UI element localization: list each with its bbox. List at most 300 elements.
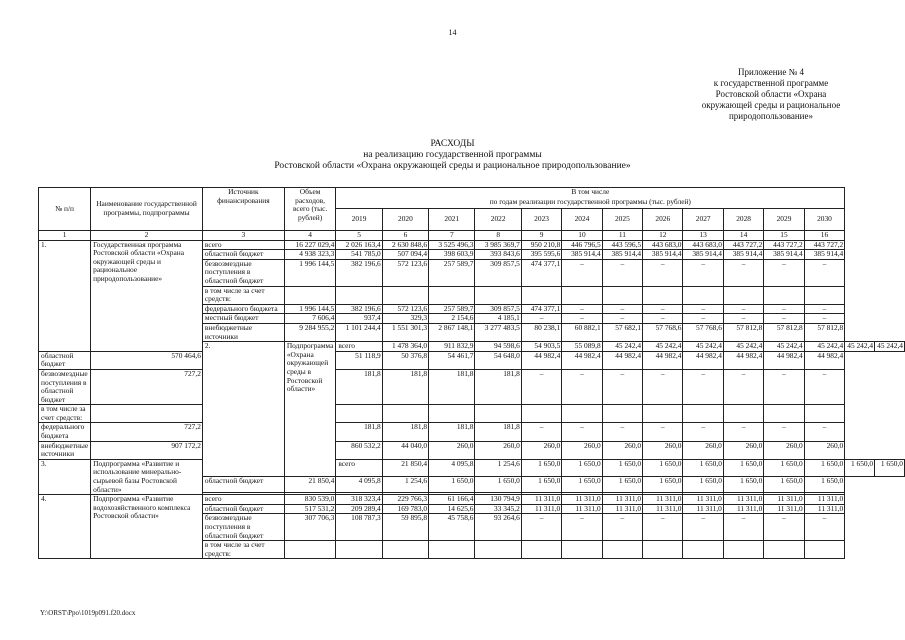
year-value: 181,8 xyxy=(336,369,382,404)
year-value: 55 089,8 xyxy=(562,342,602,352)
year-value: 45 242,4 xyxy=(643,342,683,352)
table-row xyxy=(39,405,905,423)
page-number: 14 xyxy=(448,28,457,37)
year-value: 1 254,6 xyxy=(475,459,521,476)
year-value xyxy=(804,286,845,304)
year-value: 93 264,6 xyxy=(475,514,521,541)
year-value xyxy=(562,405,602,423)
year-value: 44 982,4 xyxy=(521,351,561,369)
year-value: 57 768,6 xyxy=(683,323,723,341)
year-value: 309 857,5 xyxy=(475,259,521,286)
year-value: 2 026 163,4 xyxy=(336,240,382,250)
year-value: – xyxy=(521,514,561,541)
year-value: 385 914,4 xyxy=(723,250,763,260)
year-value: – xyxy=(723,259,763,286)
row-number: 2. xyxy=(202,342,284,477)
year-value: 385 914,4 xyxy=(562,250,602,260)
document-title xyxy=(0,139,905,172)
funding-source: федерального бюджета xyxy=(202,304,284,314)
year-value xyxy=(475,541,521,559)
year-value: 950 210,8 xyxy=(521,240,561,250)
year-value xyxy=(683,405,723,423)
year-value: 11 311,0 xyxy=(602,504,642,514)
year-value: 260,0 xyxy=(643,441,683,459)
year-value: 572 123,6 xyxy=(382,304,428,314)
funding-source: всего xyxy=(202,240,284,250)
year-value: 1 650,0 xyxy=(804,476,845,493)
year-value: 11 311,0 xyxy=(804,495,845,505)
year-value: – xyxy=(804,423,845,441)
column-index: 1 xyxy=(39,231,91,241)
year-value: 1 650,0 xyxy=(475,476,521,493)
year-value: 57 812,8 xyxy=(723,323,763,341)
year-value: 1 650,0 xyxy=(875,459,905,476)
column-index: 4 xyxy=(284,231,336,241)
year-value xyxy=(475,405,521,423)
year-value: 507 094,4 xyxy=(382,250,428,260)
year-value: 572 123,6 xyxy=(382,259,428,286)
year-value: 44 982,4 xyxy=(562,351,602,369)
header-including: В том числе xyxy=(336,188,845,198)
funding-source: областной бюджет xyxy=(202,504,284,514)
year-value xyxy=(602,405,642,423)
funding-source: всего xyxy=(336,459,382,476)
year-value: – xyxy=(562,259,602,286)
year-value: 108 787,3 xyxy=(336,514,382,541)
year-value: 3 525 496,3 xyxy=(429,240,475,250)
year-value: 59 895,8 xyxy=(382,514,428,541)
funding-source: безвозмездные поступления в областной бюджет xyxy=(202,259,284,286)
year-value: 260,0 xyxy=(683,441,723,459)
column-index: 12 xyxy=(643,231,683,241)
year-value: – xyxy=(562,304,602,314)
total-value xyxy=(284,286,336,304)
year-value xyxy=(764,541,804,559)
column-index: 6 xyxy=(382,231,428,241)
year-value: 2 867 148,1 xyxy=(429,323,475,341)
year-value: 1 551 301,3 xyxy=(382,323,428,341)
year-value: 181,8 xyxy=(382,369,428,404)
year-value: 54 461,7 xyxy=(429,351,475,369)
year-value: – xyxy=(602,369,642,404)
header-name: Наименование государственной программы, подпрограммы xyxy=(91,188,203,231)
year-value: 209 289,4 xyxy=(336,504,382,514)
year-value: 169 783,0 xyxy=(382,504,428,514)
year-value: 443 727,2 xyxy=(764,240,804,250)
year-value: 3 985 369,7 xyxy=(475,240,521,250)
column-index: 2 xyxy=(91,231,203,241)
year-value xyxy=(643,286,683,304)
column-index: 7 xyxy=(429,231,475,241)
table-row xyxy=(39,351,905,369)
total-value xyxy=(284,541,336,559)
year-value: 11 311,0 xyxy=(562,504,602,514)
year-value xyxy=(521,405,561,423)
appendix-line: природопользование» xyxy=(728,111,813,121)
table-row xyxy=(39,459,905,476)
year-value: 33 345,2 xyxy=(475,504,521,514)
total-value: 517 531,2 xyxy=(284,504,336,514)
year-value: – xyxy=(804,304,845,314)
column-index: 13 xyxy=(683,231,723,241)
year-value: – xyxy=(683,514,723,541)
appendix-line: к государственной программе xyxy=(713,78,829,88)
table-row xyxy=(39,240,905,250)
year-value: 443 683,0 xyxy=(643,240,683,250)
year-value: 181,8 xyxy=(475,369,521,404)
column-index: 11 xyxy=(602,231,642,241)
year-value: 94 598,6 xyxy=(475,342,521,352)
year-value: 385 914,4 xyxy=(683,250,723,260)
header-year: 2022 xyxy=(475,209,521,231)
year-value: 385 914,4 xyxy=(643,250,683,260)
year-value xyxy=(382,541,428,559)
title-line: Ростовской области «Охрана окружающей среды и рациональное природопользование» xyxy=(274,161,631,171)
appendix-note xyxy=(676,67,866,122)
year-value xyxy=(764,405,804,423)
year-value: – xyxy=(683,423,723,441)
header-year: 2029 xyxy=(764,209,804,231)
year-value: 393 843,6 xyxy=(475,250,521,260)
year-value: – xyxy=(521,369,561,404)
year-value: 181,8 xyxy=(382,423,428,441)
year-value: 60 882,1 xyxy=(562,323,602,341)
year-value: 181,8 xyxy=(336,423,382,441)
year-value: – xyxy=(683,259,723,286)
column-index: 8 xyxy=(475,231,521,241)
year-value: – xyxy=(764,259,804,286)
table-row xyxy=(39,423,905,441)
year-value: 443 727,2 xyxy=(804,240,845,250)
year-value xyxy=(723,541,763,559)
year-value: 260,0 xyxy=(764,441,804,459)
year-value xyxy=(336,405,382,423)
header-year: 2021 xyxy=(429,209,475,231)
year-value: – xyxy=(764,304,804,314)
year-value: 443 683,0 xyxy=(683,240,723,250)
year-value xyxy=(804,405,845,423)
total-value: 4 938 323,3 xyxy=(284,250,336,260)
year-value xyxy=(723,405,763,423)
year-value: – xyxy=(521,423,561,441)
year-value: 44 982,4 xyxy=(683,351,723,369)
year-value: 443 727,2 xyxy=(723,240,763,250)
year-value xyxy=(382,405,428,423)
year-value xyxy=(521,541,561,559)
table-row xyxy=(39,369,905,404)
year-value: 1 101 244,4 xyxy=(336,323,382,341)
year-value: 130 794,9 xyxy=(475,495,521,505)
year-value: 260,0 xyxy=(602,441,642,459)
year-value: 260,0 xyxy=(723,441,763,459)
year-value: 44 982,4 xyxy=(723,351,763,369)
year-value: 54 903,5 xyxy=(521,342,561,352)
year-value: 45 242,4 xyxy=(804,342,845,352)
table-row xyxy=(39,441,905,459)
year-value: – xyxy=(723,514,763,541)
total-value: 307 706,3 xyxy=(284,514,336,541)
year-value: 395 595,6 xyxy=(521,250,561,260)
year-value xyxy=(764,286,804,304)
year-value: – xyxy=(643,369,683,404)
title-line: на реализацию государственной программы xyxy=(363,150,542,160)
total-value: 570 464,6 xyxy=(91,351,203,369)
funding-source: внебюджетные источники xyxy=(39,441,91,459)
year-value xyxy=(336,541,382,559)
year-value: 1 650,0 xyxy=(683,476,723,493)
year-value xyxy=(562,286,602,304)
funding-source: всего xyxy=(336,342,382,352)
year-value: 11 311,0 xyxy=(804,504,845,514)
year-value: 1 650,0 xyxy=(723,476,763,493)
year-value: 1 650,0 xyxy=(683,459,723,476)
year-value xyxy=(683,286,723,304)
year-value: 1 650,0 xyxy=(562,459,602,476)
column-index: 15 xyxy=(764,231,804,241)
total-value: 727,2 xyxy=(91,369,203,404)
total-value: 830 539,0 xyxy=(284,495,336,505)
year-value: – xyxy=(764,423,804,441)
year-value: 260,0 xyxy=(562,441,602,459)
year-value: – xyxy=(602,423,642,441)
total-value: 16 227 029,4 xyxy=(284,240,336,250)
year-value: 260,0 xyxy=(475,441,521,459)
year-value: – xyxy=(683,304,723,314)
year-value xyxy=(429,541,475,559)
year-value: 541 785,0 xyxy=(336,250,382,260)
year-value: 329,3 xyxy=(382,314,428,324)
appendix-line: Приложение № 4 xyxy=(738,67,804,77)
column-index: 16 xyxy=(804,231,845,241)
year-value: 257 589,7 xyxy=(429,304,475,314)
year-value: 1 650,0 xyxy=(521,459,561,476)
year-value: – xyxy=(804,514,845,541)
header-year: 2020 xyxy=(382,209,428,231)
header-year: 2019 xyxy=(336,209,382,231)
year-value: 309 857,5 xyxy=(475,304,521,314)
year-value: 260,0 xyxy=(429,441,475,459)
year-value: – xyxy=(643,314,683,324)
year-value: 45 758,6 xyxy=(429,514,475,541)
year-value: 50 376,8 xyxy=(382,351,428,369)
year-value: – xyxy=(764,369,804,404)
year-value: 1 650,0 xyxy=(429,476,475,493)
year-value: 11 311,0 xyxy=(764,495,804,505)
year-value xyxy=(429,286,475,304)
header-year: 2023 xyxy=(521,209,561,231)
year-value: 1 650,0 xyxy=(723,459,763,476)
total-value: 1 996 144,5 xyxy=(284,304,336,314)
year-value: – xyxy=(723,423,763,441)
header-year: 2026 xyxy=(643,209,683,231)
year-value: 1 650,0 xyxy=(562,476,602,493)
year-value: – xyxy=(562,514,602,541)
year-value: 1 254,6 xyxy=(382,476,428,493)
title-line: РАСХОДЫ xyxy=(430,139,475,149)
year-value: 11 311,0 xyxy=(521,495,561,505)
funding-source: областной бюджет xyxy=(202,476,284,493)
year-value: 44 982,4 xyxy=(764,351,804,369)
year-value: 1 650,0 xyxy=(764,459,804,476)
year-value: – xyxy=(643,514,683,541)
header-num: № п/п xyxy=(39,188,91,231)
funding-source: всего xyxy=(202,495,284,505)
funding-source: безвозмездные поступления в областной бюджет xyxy=(202,514,284,541)
header-year: 2025 xyxy=(602,209,642,231)
year-value: 398 603,9 xyxy=(429,250,475,260)
column-index: 14 xyxy=(723,231,763,241)
year-value: – xyxy=(562,423,602,441)
appendix-line: Ростовской области «Охрана xyxy=(715,89,827,99)
year-value: 14 625,6 xyxy=(429,504,475,514)
year-value xyxy=(429,405,475,423)
year-value: 1 650,0 xyxy=(764,476,804,493)
year-value xyxy=(521,286,561,304)
table-row xyxy=(39,495,905,505)
year-value: 11 311,0 xyxy=(764,504,804,514)
year-value xyxy=(602,541,642,559)
total-value: 727,2 xyxy=(91,423,203,441)
year-value xyxy=(643,405,683,423)
year-value: 911 832,9 xyxy=(429,342,475,352)
year-value: 937,4 xyxy=(336,314,382,324)
year-value: 45 242,4 xyxy=(845,342,875,352)
year-value: – xyxy=(602,259,642,286)
program-name: Подпрограмма «Развитие и использование минерально-сырьевой базы Ростовской области» xyxy=(91,459,203,494)
year-value xyxy=(336,286,382,304)
row-number: 3. xyxy=(39,459,91,494)
year-value: – xyxy=(764,314,804,324)
year-value: 4 095,8 xyxy=(429,459,475,476)
year-value xyxy=(643,541,683,559)
header-year: 2030 xyxy=(804,209,845,231)
year-value: 2 630 848,6 xyxy=(382,240,428,250)
year-value: 11 311,0 xyxy=(521,504,561,514)
program-name: Подпрограмма «Охрана окружающей среды в Ростовской области» xyxy=(284,342,336,477)
expenses-table xyxy=(38,187,905,559)
year-value: 4 185,1 xyxy=(475,314,521,324)
year-value: – xyxy=(683,369,723,404)
year-value: 382 196,6 xyxy=(336,304,382,314)
year-value: 57 682,1 xyxy=(602,323,642,341)
year-value xyxy=(723,286,763,304)
funding-source: федерального бюджета xyxy=(39,423,91,441)
year-value: – xyxy=(643,259,683,286)
file-path-footer: Y:\ORST\Ppo\1019p091.f20.docx xyxy=(40,609,136,617)
total-value: 21 850,4 xyxy=(382,459,428,476)
appendix-line: окружающей среды и рациональное xyxy=(701,100,841,110)
year-value: 1 650,0 xyxy=(845,459,875,476)
total-value: 907 172,2 xyxy=(91,441,203,459)
year-value: 45 242,4 xyxy=(723,342,763,352)
funding-source: областной бюджет xyxy=(202,250,284,260)
year-value: – xyxy=(643,304,683,314)
year-value: 80 238,1 xyxy=(521,323,561,341)
total-value: 1 996 144,5 xyxy=(284,259,336,286)
header-year: 2027 xyxy=(683,209,723,231)
funding-source: в том числе за счет средств: xyxy=(202,286,284,304)
year-value: – xyxy=(602,514,642,541)
year-value: 45 242,4 xyxy=(602,342,642,352)
year-value: 1 650,0 xyxy=(804,459,845,476)
year-value: 11 311,0 xyxy=(602,495,642,505)
funding-source: местный бюджет xyxy=(202,314,284,324)
year-value: 11 311,0 xyxy=(723,504,763,514)
year-value: 57 768,6 xyxy=(643,323,683,341)
year-value: 11 311,0 xyxy=(723,495,763,505)
total-value: 7 606,4 xyxy=(284,314,336,324)
column-index: 10 xyxy=(562,231,602,241)
year-value: – xyxy=(804,369,845,404)
header-by-years: по годам реализации государственной программы (тыс. рублей) xyxy=(336,198,845,209)
year-value: – xyxy=(804,314,845,324)
year-value: 11 311,0 xyxy=(683,504,723,514)
year-value: 382 196,6 xyxy=(336,259,382,286)
year-value: – xyxy=(683,314,723,324)
year-value: – xyxy=(562,314,602,324)
year-value: – xyxy=(602,314,642,324)
year-value: – xyxy=(562,369,602,404)
year-value: 860 532,2 xyxy=(336,441,382,459)
year-value: 11 311,0 xyxy=(643,504,683,514)
year-value: 4 095,8 xyxy=(336,476,382,493)
year-value: 229 766,3 xyxy=(382,495,428,505)
year-value: 11 311,0 xyxy=(683,495,723,505)
year-value: 51 118,9 xyxy=(336,351,382,369)
column-index: 3 xyxy=(202,231,284,241)
year-value xyxy=(602,286,642,304)
year-value: 181,8 xyxy=(475,423,521,441)
year-value: 1 650,0 xyxy=(643,476,683,493)
year-value: 181,8 xyxy=(429,423,475,441)
year-value: 181,8 xyxy=(429,369,475,404)
year-value: 1 650,0 xyxy=(602,459,642,476)
year-value xyxy=(382,286,428,304)
year-value: 1 650,0 xyxy=(643,459,683,476)
year-value xyxy=(683,541,723,559)
funding-source: безвозмездные поступления в областной бюджет xyxy=(39,369,91,404)
year-value: 385 914,4 xyxy=(804,250,845,260)
year-value: 260,0 xyxy=(521,441,561,459)
year-value: 45 242,4 xyxy=(683,342,723,352)
year-value: 3 277 483,5 xyxy=(475,323,521,341)
year-value: 443 596,5 xyxy=(602,240,642,250)
program-name: Подпрограмма «Развитие водохозяйственного комплекса Ростовской области» xyxy=(91,495,203,559)
year-value: 61 166,4 xyxy=(429,495,475,505)
column-index: 5 xyxy=(336,231,382,241)
year-value: – xyxy=(602,304,642,314)
year-value: 385 914,4 xyxy=(764,250,804,260)
year-value: – xyxy=(723,304,763,314)
year-value xyxy=(804,541,845,559)
year-value: 2 154,6 xyxy=(429,314,475,324)
year-value: – xyxy=(723,369,763,404)
year-value: 1 650,0 xyxy=(521,476,561,493)
header-year: 2024 xyxy=(562,209,602,231)
year-value: – xyxy=(804,259,845,286)
year-value: 44 982,4 xyxy=(643,351,683,369)
year-value: 11 311,0 xyxy=(643,495,683,505)
header-volume: Объем расходов, всего (тыс. рублей) xyxy=(284,188,336,231)
year-value: 474 377,1 xyxy=(521,259,561,286)
year-value: 54 648,0 xyxy=(475,351,521,369)
row-number: 4. xyxy=(39,495,91,559)
total-value: 9 284 955,2 xyxy=(284,323,336,341)
year-value: 44 040,0 xyxy=(382,441,428,459)
year-value: 57 812,8 xyxy=(804,323,845,341)
program-name: Государственная программа Ростовской области «Охрана окружающей среды и рациональное природопользование» xyxy=(91,240,203,351)
year-value: – xyxy=(521,314,561,324)
